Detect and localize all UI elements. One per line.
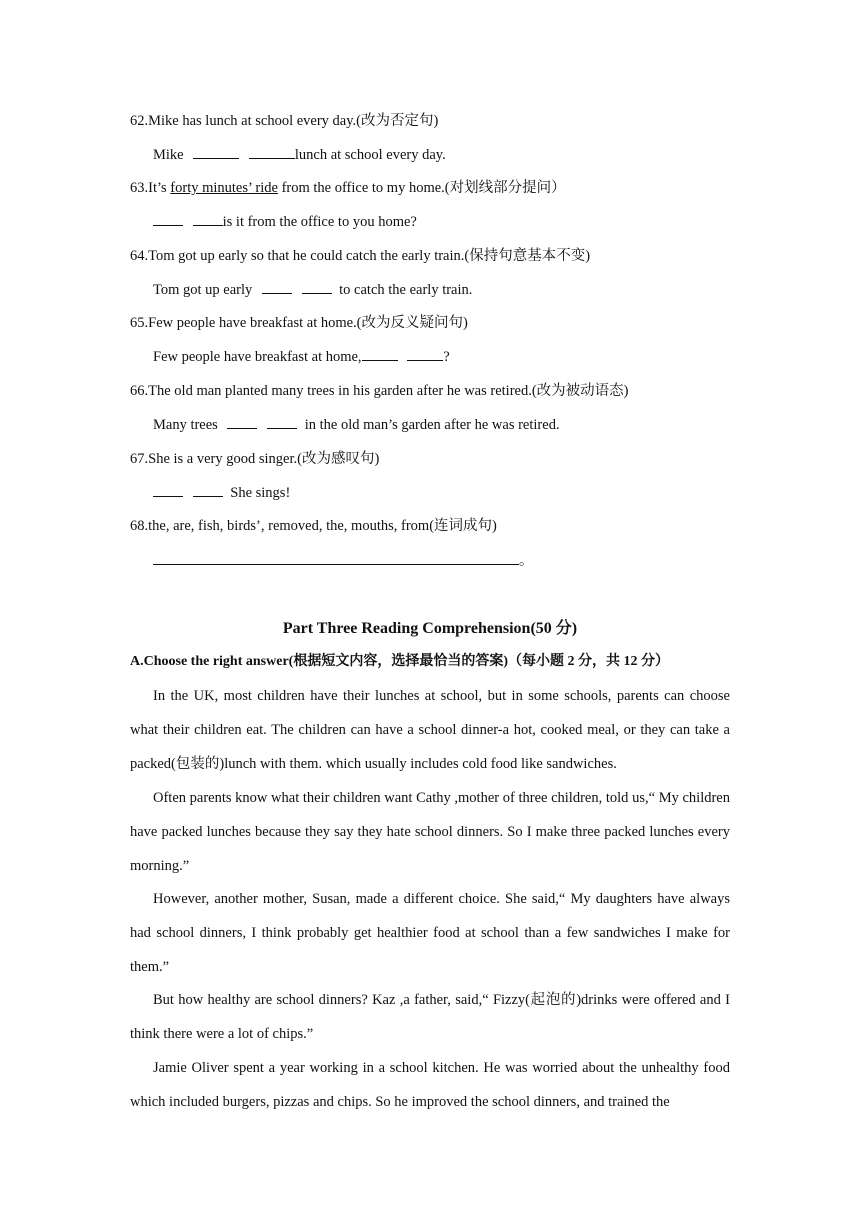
question-62-prompt: 62.Mike has lunch at school every day.(改为否定句) xyxy=(130,113,439,129)
question-63-prompt xyxy=(130,178,566,198)
prompt-63-tail: from the office to my home.(对划线部分提问） xyxy=(277,180,566,196)
question-64-prompt: 64.Tom got up early so that he could catch the early train.(保持句意基本不变) xyxy=(130,248,591,264)
answer-blank[interactable] xyxy=(153,483,183,497)
section-a-heading: A.Choose the right answer(根据短文内容，选择最恰当的答案)（每小题 2 分，共 12 分） xyxy=(130,654,669,669)
passage-paragraph-3 xyxy=(130,882,730,984)
question-65-prompt: 65.Few people have breakfast at home.(改为反义疑问句) xyxy=(130,315,468,331)
answer-64-tail: to catch the early train. xyxy=(339,282,473,298)
answer-68-end: 。 xyxy=(519,553,534,569)
paragraph-text: Often parents know what their children want Cathy ,mother of three children, told us,“ My children have packed lunches because they say they hate school dinners. So I make three packed lunches every morning.” xyxy=(130,790,730,874)
paragraph-text: In the UK, most children have their lunches at school, but in some schools, parents can choose what their children eat. The children can have a school dinner-a hot, cooked meal, or they can take a packed(包装的)lunch with them. which usually includes cold food like sandwiches. xyxy=(130,688,730,772)
passage-paragraph-2 xyxy=(130,781,730,883)
question-67-answer xyxy=(153,483,290,503)
prompt-63-lead: 63.It’s xyxy=(130,180,171,196)
question-68-prompt: 68.the, are, fish, birds’, removed, the, mouths, from(连词成句) xyxy=(130,518,497,534)
answer-62-lead: Mike xyxy=(153,147,184,163)
passage-paragraph-1 xyxy=(130,679,730,781)
answer-65-tail: ? xyxy=(443,349,450,365)
answer-blank[interactable] xyxy=(302,280,332,294)
answer-blank[interactable] xyxy=(362,347,398,361)
question-63-answer xyxy=(153,212,417,232)
question-64-answer xyxy=(153,280,472,300)
answer-blank[interactable] xyxy=(262,280,292,294)
answer-66-tail: in the old man’s garden after he was retired. xyxy=(304,417,560,433)
answer-blank[interactable] xyxy=(249,145,295,159)
passage-paragraph-5 xyxy=(130,1051,730,1119)
answer-blank[interactable] xyxy=(267,415,297,429)
part-three-title: Part Three Reading Comprehension(50 分) xyxy=(282,620,578,637)
answer-blank[interactable] xyxy=(193,145,239,159)
answer-blank[interactable] xyxy=(153,212,183,226)
underlined-phrase: forty minutes’ ride xyxy=(170,180,278,196)
answer-blank[interactable] xyxy=(153,550,519,565)
answer-64-lead: Tom got up early xyxy=(153,282,253,298)
answer-65-lead: Few people have breakfast at home, xyxy=(153,349,362,365)
answer-66-lead: Many trees xyxy=(153,417,218,433)
passage-paragraph-4 xyxy=(130,983,730,1051)
question-65-answer xyxy=(153,347,450,367)
question-67-prompt: 67.She is a very good singer.(改为感叹句) xyxy=(130,451,380,467)
answer-63-tail: is it from the office to you home? xyxy=(222,214,417,230)
paragraph-text: Jamie Oliver spent a year working in a school kitchen. He was worried about the unhealthy food which included burgers, pizzas and chips. So he improved the school dinners, and trained the xyxy=(130,1060,730,1110)
paragraph-text: However, another mother, Susan, made a different choice. She said,“ My daughters have always had school dinners, I think probably get healthier food at school than a few sandwiches I make for them.” xyxy=(130,891,730,975)
answer-blank[interactable] xyxy=(407,347,443,361)
question-66-prompt: 66.The old man planted many trees in his garden after he was retired.(改为被动语态) xyxy=(130,383,629,399)
answer-blank[interactable] xyxy=(227,415,257,429)
answer-62-tail: lunch at school every day. xyxy=(294,147,446,163)
question-62-answer xyxy=(153,145,446,165)
question-68-answer xyxy=(153,550,534,571)
answer-blank[interactable] xyxy=(193,483,223,497)
answer-blank[interactable] xyxy=(193,212,223,226)
paragraph-text: But how healthy are school dinners? Kaz ,a father, said,“ Fizzy(起泡的)drinks were offered and I think there were a lot of chips.” xyxy=(130,992,730,1042)
question-66-answer xyxy=(153,415,560,435)
answer-67-tail: She sings! xyxy=(230,485,291,501)
